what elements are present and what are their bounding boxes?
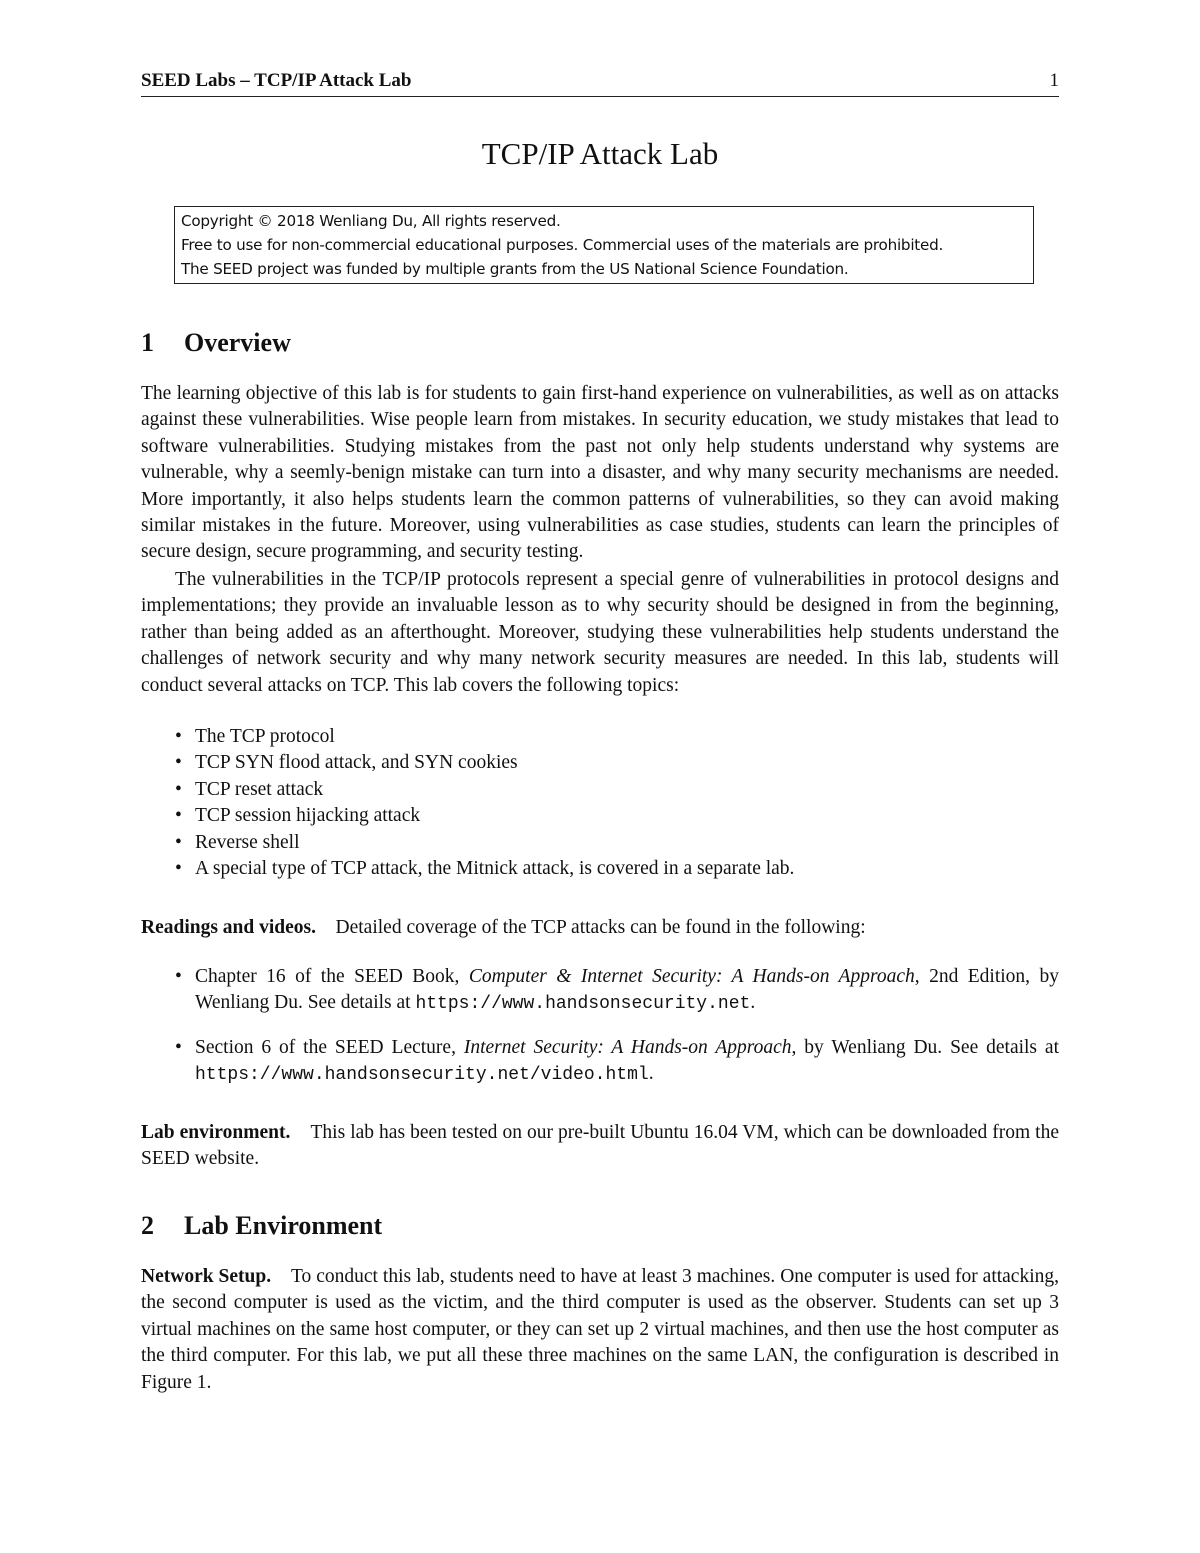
running-title: SEED Labs – TCP/IP Attack Lab <box>141 70 412 91</box>
section-title: Lab Environment <box>184 1211 383 1240</box>
list-item: • TCP reset attack <box>175 777 1059 803</box>
copyright-line: Copyright © 2018 Wenliang Du, All rights reserved. <box>181 212 561 230</box>
reading-item-lecture: • Section 6 of the SEED Lecture, Internet Security: A Hands-on Approach, by Wenliang Du. See details at https://www.handsonsecurity.net/video.html. <box>175 1037 1059 1086</box>
section-title: Overview <box>184 328 291 357</box>
readings-label: Readings and videos. <box>141 917 317 938</box>
section-2-heading <box>141 1211 382 1241</box>
book-title: Computer & Internet Security: A Hands-on Approach <box>468 966 915 987</box>
copyright-box <box>174 206 1034 284</box>
video-url-link[interactable]: https://www.handsonsecurity.net/video.html <box>195 1065 649 1086</box>
page-number: 1 <box>1049 70 1059 91</box>
reading-item-book: • Chapter 16 of the SEED Book, Computer & Internet Security: A Hands-on Approach, 2nd Edition, by Wenliang Du. See details at https://www.handsonsecurity.net. <box>175 966 1059 1015</box>
section-number: 2 <box>141 1211 154 1240</box>
funding-line: The SEED project was funded by multiple grants from the US National Science Foundation. <box>181 260 849 278</box>
bullet-icon: • <box>175 778 182 800</box>
list-item: • A special type of TCP attack, the Mitnick attack, is covered in a separate lab. <box>175 856 1059 882</box>
network-setup-paragraph <box>141 1264 1059 1396</box>
lab-environment-paragraph <box>141 1120 1059 1173</box>
network-setup-text: To conduct this lab, students need to have at least 3 machines. One computer is used for attacking, the second computer is used as the victim, and the third computer is used as the observer. Students can set up 3 virtual machines on the same host computer, or they can set up 2 virtual machines, and then use the host computer as the third computer. For this lab, we put all these three machines on the same LAN, the configuration is described in Figure 1. <box>141 1266 1060 1393</box>
list-item: • TCP session hijacking attack <box>175 803 1059 829</box>
topics-list <box>175 724 1059 882</box>
book-url-link[interactable]: https://www.handsonsecurity.net <box>415 994 751 1015</box>
network-setup-label: Network Setup. <box>141 1266 272 1287</box>
bullet-icon: • <box>175 858 182 880</box>
bullet-icon: • <box>175 726 182 747</box>
lecture-title: Internet Security: A Hands-on Approach <box>463 1037 792 1058</box>
section-1-heading <box>141 328 291 358</box>
list-item: • TCP SYN flood attack, and SYN cookies <box>175 750 1059 776</box>
document-title: TCP/IP Attack Lab <box>481 136 719 171</box>
readings-text: Detailed coverage of the TCP attacks can be found in the following: <box>335 917 866 938</box>
bullet-icon: • <box>175 752 182 774</box>
bullet-icon: • <box>175 805 182 827</box>
lab-env-text: This lab has been tested on our pre-built Ubuntu 16.04 VM, which can be downloaded from the SEED website. <box>141 1122 1059 1170</box>
overview-paragraph-2: The vulnerabilities in the TCP/IP protocols represent a special genre of vulnerabilities in protocol designs and implementations; they provide an invaluable lesson as to why security should be designed in from the beginning, rather than being added as an afterthought. Moreover, studying these vulnerabilities help students understand the challenges of network security and why many network security measures are needed. In this lab, students will conduct several attacks on TCP. This lab covers the following topics: <box>141 569 1059 696</box>
list-item: • The TCP protocol <box>175 724 1059 750</box>
bullet-icon: • <box>175 966 182 987</box>
running-header <box>141 70 1059 97</box>
bullet-icon: • <box>175 1037 182 1058</box>
usage-line: Free to use for non-commercial educational purposes. Commercial uses of the materials are prohibited. <box>181 236 944 254</box>
list-item: • Reverse shell <box>175 830 1059 856</box>
bullet-icon: • <box>175 831 182 853</box>
section-number: 1 <box>141 328 154 357</box>
overview-paragraph-1: The learning objective of this lab is for students to gain first-hand experience on vulnerabilities, as well as on attacks against these vulnerabilities. Wise people learn from mistakes. In security education, we study mistakes that lead to software vulnerabilities. Studying mistakes from the past not only help students understand why systems are vulnerable, why a seemly-benign mistake can turn into a disaster, and why many security mechanisms are needed. More importantly, it also helps students learn the common patterns of vulnerabilities, so they can avoid making similar mistakes in the future. Moreover, using vulnerabilities as case studies, students can learn the principles of secure design, secure programming, and security testing. <box>141 383 1059 563</box>
lab-env-label: Lab environment. <box>141 1122 291 1143</box>
readings-paragraph <box>141 915 1059 941</box>
